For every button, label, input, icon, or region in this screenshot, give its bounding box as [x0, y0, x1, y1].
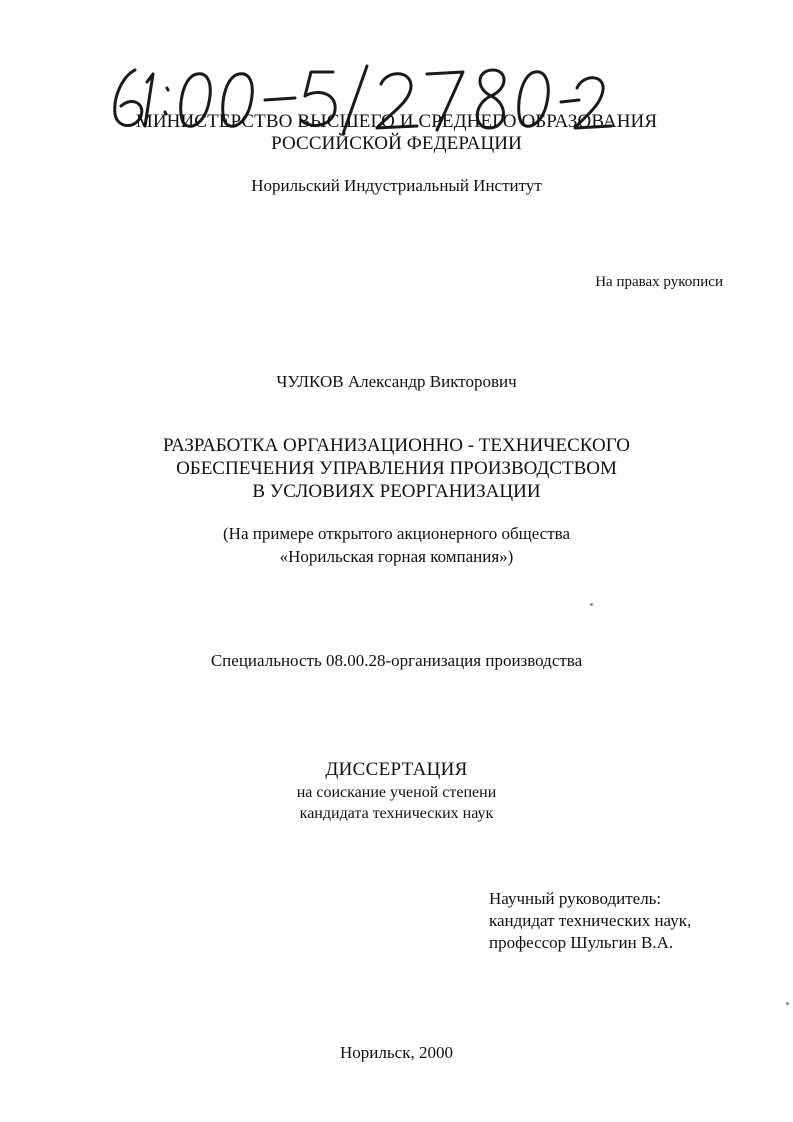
- scan-speck: [786, 1002, 789, 1005]
- advisor-line-1: Научный руководитель:: [489, 889, 662, 908]
- advisor-block: [489, 888, 691, 954]
- title-line-1: РАЗРАБОТКА ОРГАНИЗАЦИОННО - ТЕХНИЧЕСКОГО: [163, 435, 630, 456]
- example-line-1: (На примере открытого акционерного общества: [223, 524, 570, 543]
- dissertation-degree-line-2: кандидата технических наук: [299, 805, 494, 822]
- rights-note: На правах рукописи: [595, 274, 723, 290]
- title-line-3: В УСЛОВИЯХ РЕОРГАНИЗАЦИИ: [252, 481, 541, 502]
- scan-speck: [590, 603, 593, 606]
- ministry-line-2: РОССИЙСКОЙ ФЕДЕРАЦИИ: [271, 133, 522, 154]
- specialty: Специальность 08.00.28-организация производства: [210, 651, 583, 670]
- place-and-year: Норильск, 2000: [340, 1043, 453, 1062]
- dissertation-degree-line-1: на соискание ученой степени: [296, 784, 497, 801]
- example-line-2: «Норильская горная компания»): [279, 547, 514, 566]
- advisor-line-3: профессор Шульгин В.А.: [489, 933, 674, 952]
- ministry-line-1: МИНИСТЕРСТВО ВЫСШЕГО И СРЕДНЕГО ОБРАЗОВАНИЯ: [135, 111, 658, 132]
- advisor-line-2: кандидат технических наук,: [489, 911, 692, 930]
- institute-name: Норильский Индустриальный Институт: [251, 176, 542, 195]
- title-line-2: ОБЕСПЕЧЕНИЯ УПРАВЛЕНИЯ ПРОИЗВОДСТВОМ: [176, 458, 617, 479]
- author-name: ЧУЛКОВ Александр Викторович: [276, 372, 517, 391]
- dissertation-heading: ДИССЕРТАЦИЯ: [325, 759, 468, 780]
